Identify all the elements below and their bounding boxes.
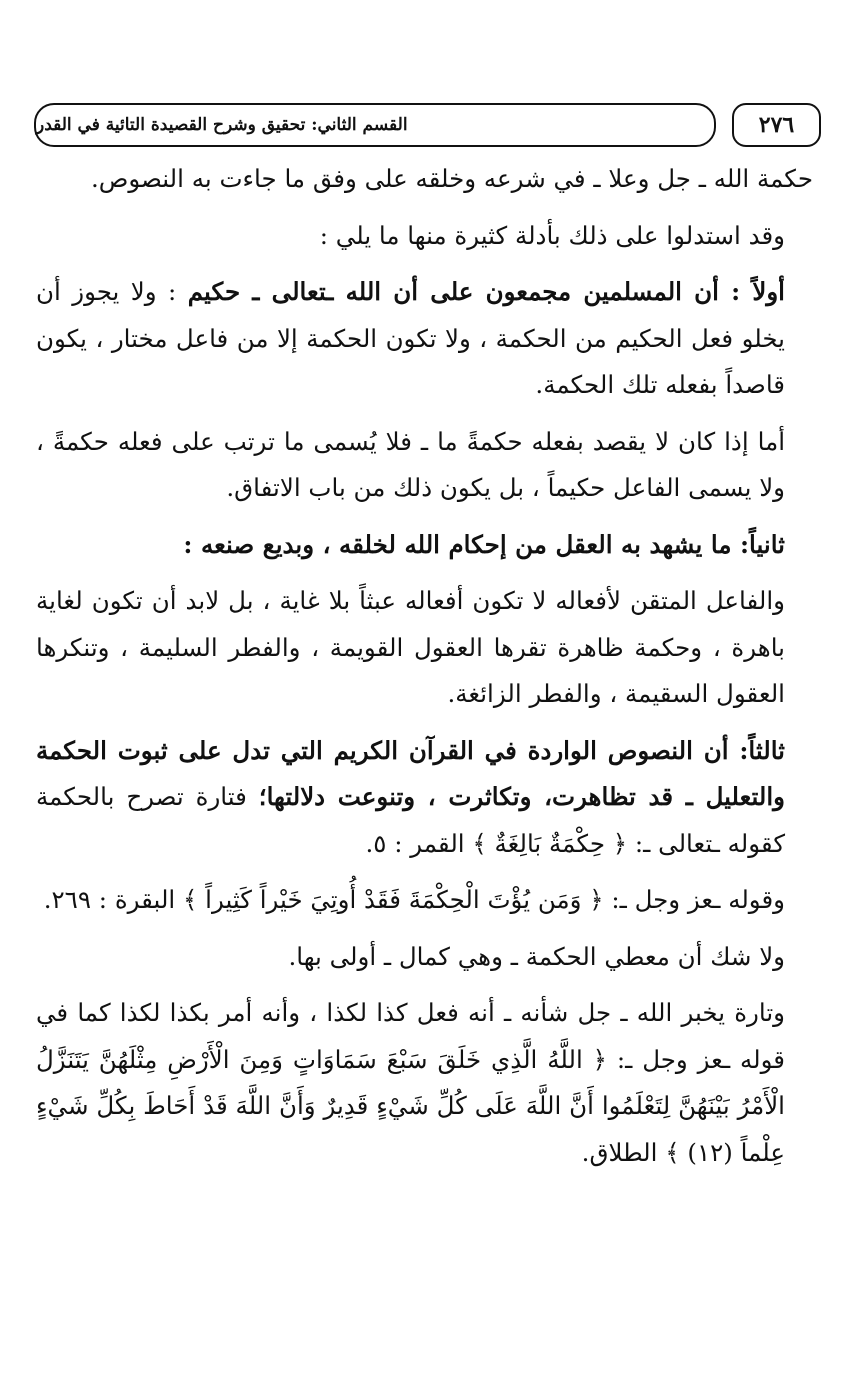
paragraph (36, 728, 813, 868)
paragraph: وتارة يخبر الله ـ جل شأنه ـ أنه فعل كذا لكذا ، وأنه أمر بكذا لكذا كما في قوله ـعز وجل ـ: ﴿ اللَّهُ الَّذِي خَلَقَ سَبْعَ سَمَاوَاتٍ وَمِنَ الْأَرْضِ مِثْلَهُنَّ يَتَنَزَّلُ الْأَمْرُ بَيْنَهُنَّ لِتَعْلَمُوا أَنَّ اللَّهَ عَلَى كُلِّ شَيْءٍ قَدِيرٌ وَأَنَّ اللَّهَ قَدْ أَحَاطَ بِكُلِّ شَيْءٍ عِلْماً (١٢) ﴾ الطلاق. (36, 998, 785, 1167)
paragraph: حكمة الله ـ جل وعلا ـ في شرعه وخلقه على وفق ما جاءت به النصوص. (90, 164, 813, 193)
point-heading: أولاً : أن المسلمين مجمعون على أن الله ـتعالى ـ حكيم (187, 277, 785, 306)
paragraph-text: : ولا يجوز أن يخلو فعل الحكيم من الحكمة ، ولا تكون الحكمة إلا من فاعل مختار ، يكون قاصداً بفعله تلك الحكمة. (36, 277, 785, 399)
body-text (36, 156, 813, 1176)
point-heading: ثالثاً: أن النصوص الواردة في القرآن الكريم التي تدل على ثبوت الحكمة والتعليل ـ قد تظاهرت، وتكاثرت ، وتنوعت دلالتها؛ (36, 735, 785, 811)
paragraph (36, 269, 813, 409)
paragraph: والفاعل المتقن لأفعاله لا تكون أفعاله عبثاً بلا غاية ، بل لابد أن تكون لغاية باهرة ، وحكمة ظاهرة تقرها العقول القويمة ، والفطر السليمة ، وتنكرها العقول السقيمة ، والفطر الزائغة. (36, 586, 785, 708)
page-number: ٢٧٦ (732, 103, 821, 147)
paragraph: أما إذا كان لا يقصد بفعله حكمةً ما ـ فلا يُسمى ما ترتب على فعله حكمةً ، ولا يسمى الفاعل حكيماً ، بل يكون ذلك من باب الاتفاق. (36, 426, 785, 502)
header-title: القسم الثاني: تحقيق وشرح القصيدة التائية في القدر (34, 103, 716, 147)
paragraph: وقد استدلوا على ذلك بأدلة كثيرة منها ما يلي : (319, 220, 785, 250)
paragraph: ولا شك أن معطي الحكمة ـ وهي كمال ـ أولى بها. (288, 941, 785, 971)
running-header (34, 103, 821, 151)
point-heading: ثانياً: ما يشهد به العقل من إحكام الله لخلقه ، وبديع صنعه : (183, 529, 785, 559)
paragraph: وقوله ـعز وجل ـ: ﴿ وَمَن يُؤْتَ الْحِكْمَةَ فَقَدْ أُوتِيَ خَيْراً كَثِيراً ﴾ البقرة : ٢٦٩. (43, 885, 785, 914)
paragraph-text: فتارة تصرح بالحكمة كقوله ـتعالى ـ: ﴿ حِكْمَةٌ بَالِغَةٌ ﴾ القمر : ٥. (36, 782, 785, 858)
